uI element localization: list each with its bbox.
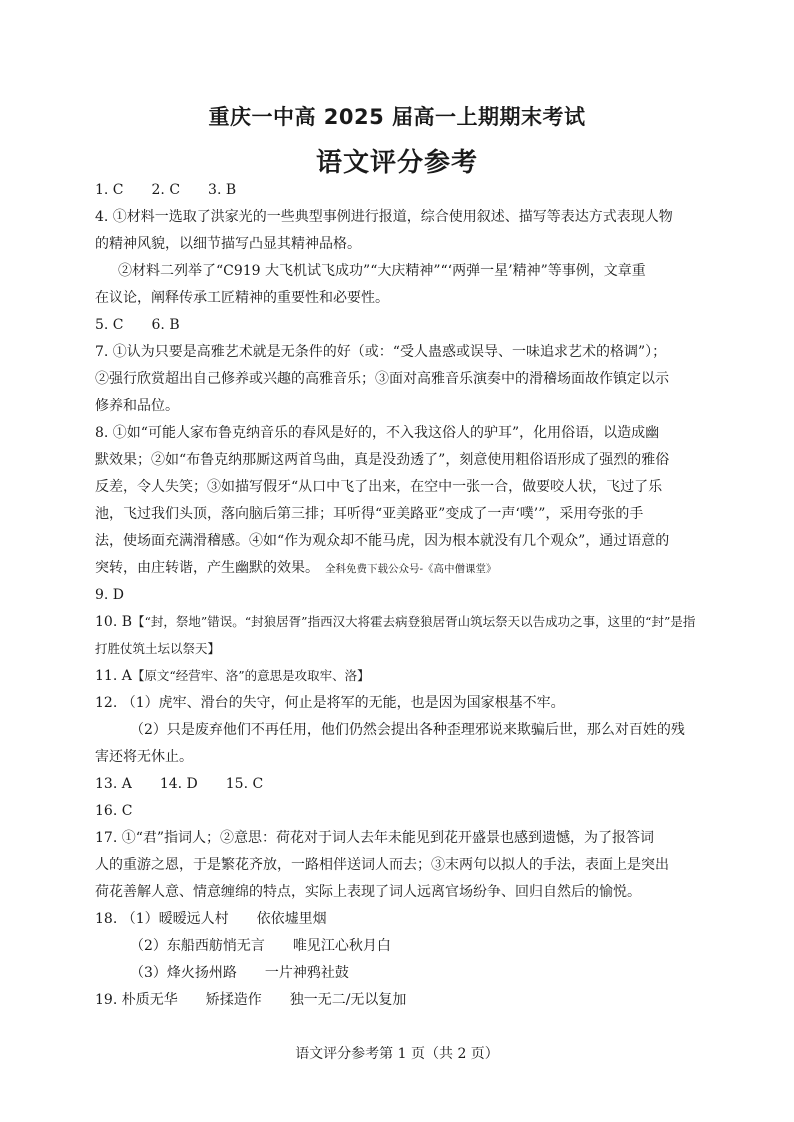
answer-line-11 <box>95 667 370 685</box>
answer-line-18c: （3）烽火扬州路 一片神鸦社鼓 <box>130 965 349 981</box>
answer-line-17a: 17. ①“君”指词人；②意思：荷花对于词人去年未能见到花开盛景也感到遗憾，为了报答词 <box>95 830 655 846</box>
answer-line-19: 19. 朴质无华 矫揉造作 独一无二/无以复加 <box>95 992 407 1008</box>
answer-line-12b: （2）只是废弃他们不再任用，他们仍然会提出各种歪理邪说来欺骗后世，那么对百姓的残 <box>130 722 685 738</box>
answer-line-13-15: 13. A 14. D 15. C <box>95 776 264 792</box>
answer-line-10b: 打胜仗筑土坛以祭天】 <box>95 641 221 656</box>
answer-line-5-6: 5. C 6. B <box>95 317 180 333</box>
exam-title: 重庆一中高 2025 届高一上期期末考试 <box>208 105 586 129</box>
answer-line-8c: 反差，令人失笑；③如描写假牙“从口中飞了出来，在空中一张一合，做要咬人状，飞过了乐 <box>95 479 663 495</box>
answer-text: 10. B <box>95 614 133 630</box>
answer-line-7c: 修养和品位。 <box>95 398 179 414</box>
answer-line-8b: 默效果；②如“布鲁克纳那厮这两首鸟曲，真是没劲透了”，刻意使用粗俗语形成了强烈的雅俗 <box>95 452 670 468</box>
answer-line-8d: 池，飞过我们头顶，落向脑后第三排；耳听得“亚美路亚”变成了一声‘噗’”，采用夸张的手 <box>95 506 644 522</box>
answer-line-18b: （2）东船西舫悄无言 唯见江心秋月白 <box>130 938 391 954</box>
answer-line-8a: 8. ①如“可能人家布鲁克纳音乐的春风是好的，不入我这俗人的驴耳”，化用俗语，以造成幽 <box>95 425 660 441</box>
answer-line-8e: 法，使场面充满滑稽感。④如“作为观众却不能马虎，因为根本就没有几个观众”，通过语意的 <box>95 533 670 549</box>
answer-text: 突转，由庄转谐，产生幽默的效果。 <box>95 560 319 576</box>
answer-line-4d: 在议论，阐释传承工匠精神的重要性和必要性。 <box>95 290 389 306</box>
answer-line-1-3: 1. C 2. C 3. B <box>95 182 237 198</box>
answer-key-title: 语文评分参考 <box>315 148 478 178</box>
promo-note: 全科免费下载公众号-《高中僧课堂》 <box>325 563 497 575</box>
answer-line-7b: ②强行欣赏超出自己修养或兴趣的高雅音乐；③面对高雅音乐演奏中的滑稽场面故作镇定以示 <box>95 371 669 387</box>
answer-line-10a <box>95 613 695 631</box>
answer-line-4b: 的精神风貌，以细节描写凸显其精神品格。 <box>95 236 361 252</box>
answer-note: 【“封，祭地”错误。“封狼居胥”指西汉大将霍去病登狼居胥山筑坛祭天以告成功之事，这里的“封”是指 <box>132 614 696 629</box>
page-footer: 语文评分参考第 1 页（共 2 页） <box>295 1046 499 1062</box>
answer-line-9: 9. D <box>95 587 125 603</box>
answer-line-4a: 4. ①材料一选取了洪家光的一些典型事例进行报道，综合使用叙述、描写等表达方式表现人物 <box>95 209 673 225</box>
answer-line-12a: 12. （1）虎牢、滑台的失守，何止是将军的无能，也是因为国家根基不牢。 <box>95 695 565 711</box>
answer-line-18a: 18. （1）暧暧远人村 依依墟里烟 <box>95 911 327 927</box>
answer-line-17b: 人的重游之恩，于是繁花齐放，一路相伴送词人而去；③末两句以拟人的手法，表面上是突出 <box>95 857 669 873</box>
answer-line-12c: 害还将无休止。 <box>95 749 193 765</box>
answer-line-8f <box>95 559 497 578</box>
answer-line-7a: 7. ①认为只要是高雅艺术就是无条件的好（或：“受人蛊惑或误导、一味追求艺术的格调”）； <box>95 344 667 360</box>
answer-note: 【原文“经营牢、洛”的意思是攻取牢、洛】 <box>131 668 370 683</box>
answer-line-4c: ②材料二列举了“C919 大飞机试飞成功”“大庆精神”“‘两弹一星’精神”等事例，文章重 <box>118 263 646 279</box>
answer-line-17c: 荷花善解人意、情意缠绵的特点，实际上表现了词人远离官场纷争、回归自然后的愉悦。 <box>95 884 641 900</box>
answer-text: 11. A <box>95 668 132 684</box>
answer-line-16: 16. C <box>95 803 133 819</box>
